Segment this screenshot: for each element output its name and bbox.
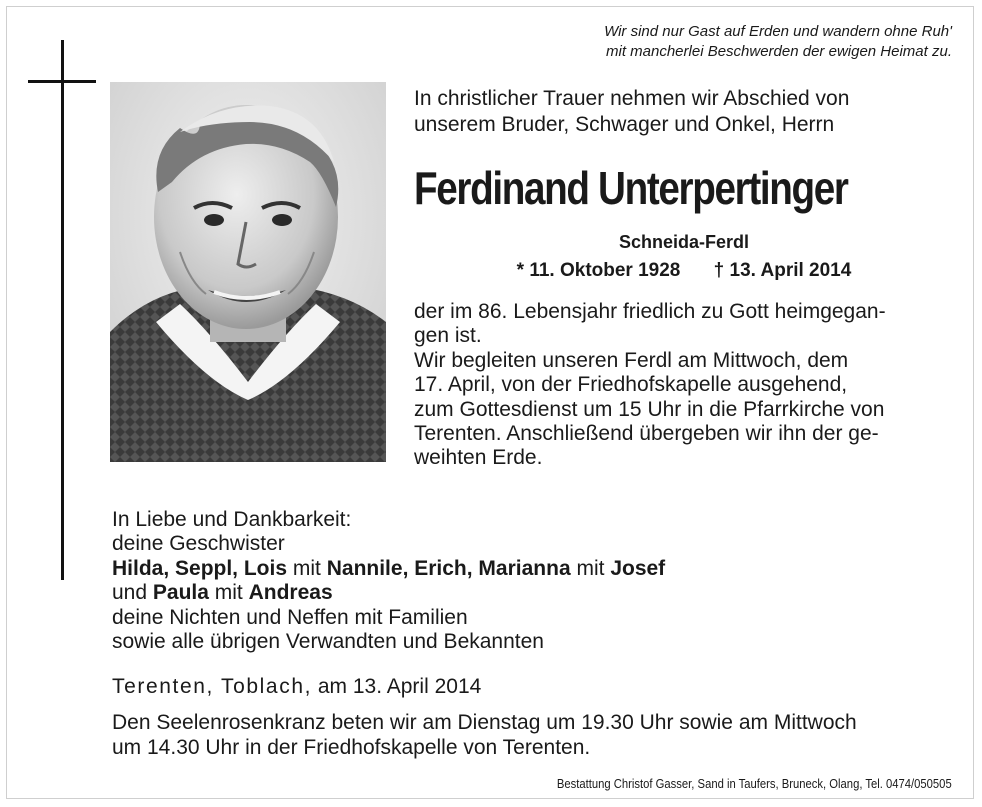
- place-date: am 13. April 2014: [317, 675, 482, 698]
- spouse-name: Josef: [610, 556, 666, 580]
- rosary-line: um 14.30 Uhr in der Friedhofskapelle von Terenten.: [112, 736, 591, 759]
- text-line: zum Gottesdienst um 15 Uhr in die Pfarrkirche von: [414, 397, 885, 421]
- intro-line: In christlicher Trauer nehmen wir Abschied von: [414, 87, 850, 110]
- text-line: Wir begleiten unseren Ferdl am Mittwoch, dem: [414, 348, 849, 372]
- portrait-photo: [110, 82, 386, 462]
- text-line: gen ist.: [414, 324, 482, 348]
- cross-icon-bar: [28, 80, 96, 83]
- portrait-image: [110, 82, 386, 462]
- cross-icon: [61, 40, 64, 580]
- mourners-line: In Liebe und Dankbarkeit:: [112, 508, 352, 531]
- text-line: 17. April, von der Friedhofskapelle ausgehend,: [414, 373, 848, 397]
- connector-word: mit: [214, 581, 243, 605]
- text-line: der im 86. Lebensjahr friedlich zu Gott heimgegan-: [414, 300, 886, 323]
- mourners-line: deine Nichten und Neffen mit Familien: [112, 605, 468, 629]
- place-towns: Terenten, Toblach,: [112, 675, 313, 698]
- mourners-line: deine Geschwister: [112, 532, 285, 556]
- announcement-text: [414, 300, 959, 471]
- mourners-line: sowie alle übrigen Verwandten und Bekannten: [112, 630, 544, 654]
- deceased-nickname: Schneida-Ferdl: [618, 232, 750, 252]
- text-line: Terenten. Anschließend übergeben wir ihn der ge-: [414, 422, 879, 446]
- connector-word: mit: [292, 556, 321, 580]
- intro-line: unserem Bruder, Schwager und Onkel, Herrn: [414, 113, 835, 136]
- funeral-home-credit: Bestattung Christof Gasser, Sand in Taufers, Bruneck, Olang, Tel. 0474/050505: [557, 777, 952, 791]
- text-line: weihten Erde.: [414, 446, 543, 470]
- rosary-line: Den Seelenrosenkranz beten wir am Dienstag um 19.30 Uhr sowie am Mittwoch: [112, 711, 857, 734]
- deceased-name: Ferdinand Unterpertinger: [414, 162, 848, 214]
- intro-text: [414, 86, 954, 138]
- rosary-notice: [112, 710, 962, 760]
- mourners-line: [112, 557, 912, 581]
- connector-word: und: [112, 581, 148, 605]
- motto-line: Wir sind nur Gast auf Erden und wandern ohne Ruh': [604, 23, 952, 40]
- death-date: † 13. April 2014: [713, 260, 852, 281]
- connector-word: mit: [576, 556, 605, 580]
- life-dates: [414, 258, 954, 284]
- motto-line: mit mancherlei Beschwerden der ewigen Heimat zu.: [606, 43, 952, 60]
- spouse-name: Andreas: [248, 581, 333, 605]
- mourners-list: [112, 508, 912, 654]
- birth-date: * 11. Oktober 1928: [516, 260, 681, 281]
- motto-verse: [432, 22, 952, 62]
- sibling-names: Nannile, Erich, Marianna: [326, 556, 571, 580]
- sibling-names: Paula: [152, 581, 209, 605]
- place-and-date: [112, 674, 812, 700]
- mourners-line: [112, 581, 912, 605]
- sibling-names: Hilda, Seppl, Lois: [112, 556, 288, 580]
